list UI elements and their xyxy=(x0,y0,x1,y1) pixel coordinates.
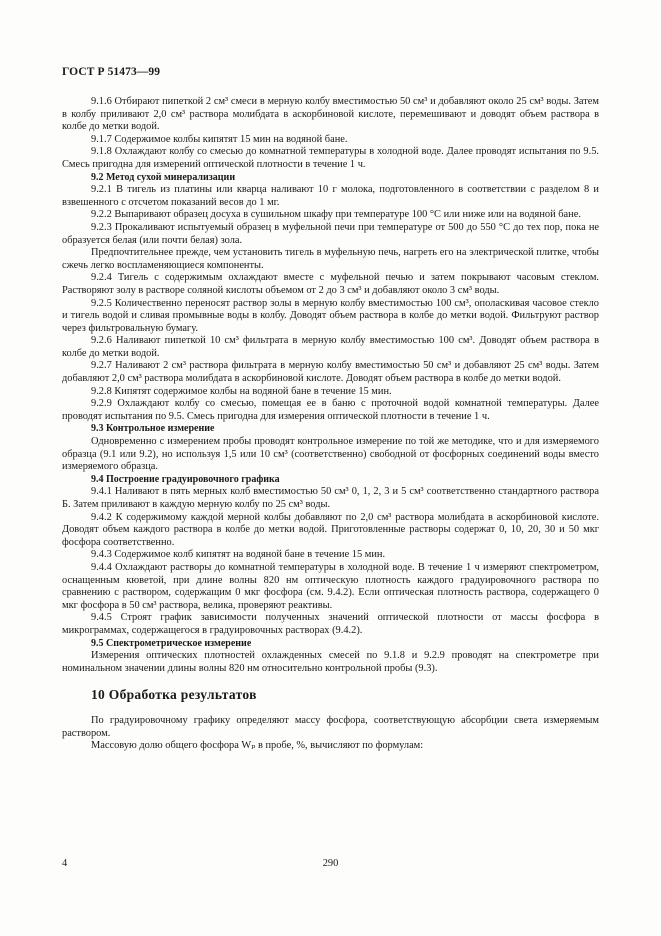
body-text xyxy=(62,96,599,753)
paragraph: 9.4.2 К содержимому каждой мерной колбы добавляют по 2,0 см³ раствора молибдата в аскорбиновой кислоте. Доводят объем каждого раствора в колбе до метки водой. Приготовленные растворы содержат 0, 10, 20, 30 и 50 мкг фосфора соответственно. xyxy=(62,511,599,548)
paragraph: 9.2.2 Выпаривают образец досуха в сушильном шкафу при температуре 100 °С или ниже или на водяной бане. xyxy=(91,209,581,221)
section-heading: 9.2 Метод сухой минерализации xyxy=(91,171,236,183)
section-heading: 9.4 Построение градуировочного графика xyxy=(91,473,280,485)
paragraph: 9.4.5 Строят график зависимости полученных значений оптической плотности от массы фосфора в микрограммах, содержащегося в градуировочных растворах (9.4.2). xyxy=(62,612,599,636)
paragraph: 9.2.1 В тигель из платины или кварца наливают 10 г молока, подготовленного в соответствии с разделом 8 и взвешенного с отсчетом показаний весов до 1 мг. xyxy=(62,184,599,208)
paragraph: 9.2.9 Охлаждают колбу со смесью, помещая ее в баню с проточной водой комнатной температуры. Далее проводят испытания по 9.5. Смесь пригодна для измерения оптической плотности в течение 1 ч. xyxy=(62,398,599,422)
paragraph: 9.2.5 Количественно переносят раствор золы в мерную колбу вместимостью 100 см³, ополаскивая часовое стекло и тигель водой и сливая промывные воды в колбу. Доводят объем раствора в колбе до метки водой. Фильтруют раствор через фильтровальную бумагу. xyxy=(62,297,599,334)
paragraph: 9.2.6 Наливают пипеткой 10 см³ фильтрата в мерную колбу вместимостью 100 см³. Доводят объем раствора в колбе до метки водой. xyxy=(62,335,599,359)
paragraph: 9.1.8 Охлаждают колбу со смесью до комнатной температуры в холодной воде. Далее проводят испытания по 9.5. Смесь пригодна для измерений оптической плотности в течение 1 ч. xyxy=(62,146,599,170)
paragraph: Одновременно с измерением пробы проводят контрольное измерение по той же методике, что и для измеряемого образца (9.1 или 9.2), но используя 1,5 или 10 см³ (соответственно) свободной от фосфорных соединений воды вместо измеряемого образца. xyxy=(62,436,599,473)
chapter-heading: 10 Обработка результатов xyxy=(91,687,257,703)
paragraph: 9.2.7 Наливают 2 см³ раствора фильтрата в мерную колбу вместимостью 50 см³ и добавляют 25 см³ воды. Затем добавляют 2,0 см³ раствора молибдата в аскорбиновой кислоте. Доводят объем раствора в колбе до метки водой. xyxy=(62,360,599,385)
page-number: 4 xyxy=(62,858,68,869)
paragraph: 9.4.3 Содержимое колб кипятят на водяной бане в течение 15 мин. xyxy=(91,549,386,561)
paragraph: 9.2.4 Тигель с содержимым охлаждают вместе с муфельной печью и затем покрывают часовым стеклом. Растворяют золу в растворе соляной кислоты объемом от 2 до 3 см³ и добавляют около 3 см³ воды. xyxy=(62,272,599,296)
paragraph: 9.4.1 Наливают в пять мерных колб вместимостью 50 см³ 0, 1, 2, 3 и 5 см³ соответственно стандартного раствора Б. Затем приливают в каждую мерную колбу по 25 см³ воды. xyxy=(62,486,599,510)
section-heading: 9.3 Контрольное измерение xyxy=(91,423,215,435)
standard-header: ГОСТ Р 51473—99 xyxy=(62,66,161,78)
paragraph: 9.1.7 Содержимое колбы кипятят 15 мин на водяной бане. xyxy=(91,133,348,145)
paragraph: 9.2.3 Прокаливают испытуемый образец в муфельной печи при температуре от 500 до 550 °С до тех пор, пока не образуется белая (или почти белая) зола. xyxy=(62,221,599,246)
paragraph: Предпочтительнее прежде, чем установить тигель в муфельную печь, нагреть его на электрической плитке, чтобы сжечь легко воспламеняющиеся компоненты. xyxy=(62,247,599,271)
paragraph: Массовую долю общего фосфора Wₚ в пробе, %, вычисляют по формулам: xyxy=(91,740,424,752)
paragraph: Измерения оптических плотностей охлажденных смесей по 9.1.8 и 9.2.9 проводят на спектрометре при номинальном значении длины волны 820 нм относительно контрольной пробы (9.3). xyxy=(62,650,599,674)
section-heading: 9.5 Спектрометрическое измерение xyxy=(91,637,252,649)
paragraph: По градуировочному графику определяют массу фосфора, соответствующую абсорбции света измеряемым раствором. xyxy=(62,714,599,739)
paragraph: 9.2.8 Кипятят содержимое колбы на водяной бане в течение 15 мин. xyxy=(91,385,392,397)
sheet-number: 290 xyxy=(322,858,339,869)
paragraph: 9.1.6 Отбирают пипеткой 2 см³ смеси в мерную колбу вместимостью 50 см³ и добавляют около 25 см³ воды. Затем в колбу приливают 2,0 см³ раствора молибдата в аскорбиновой кислоте, перемешивают и доводят объем раствора в колбе до метки водой. xyxy=(62,96,599,133)
paragraph: 9.4.4 Охлаждают растворы до комнатной температуры в холодной воде. В течение 1 ч измеряют спектрометром, оснащенным кюветой, при длине волны 820 нм оптическую плотность каждого градуировочного раствора по сравнению с раствором, содержащим 0 мкг фосфора (см. 9.4.2). Если оптическая плотность раствора, содержащего 0 мкг фосфора в 50 см³ раствора, велика, проверяют реактивы. xyxy=(62,561,599,611)
